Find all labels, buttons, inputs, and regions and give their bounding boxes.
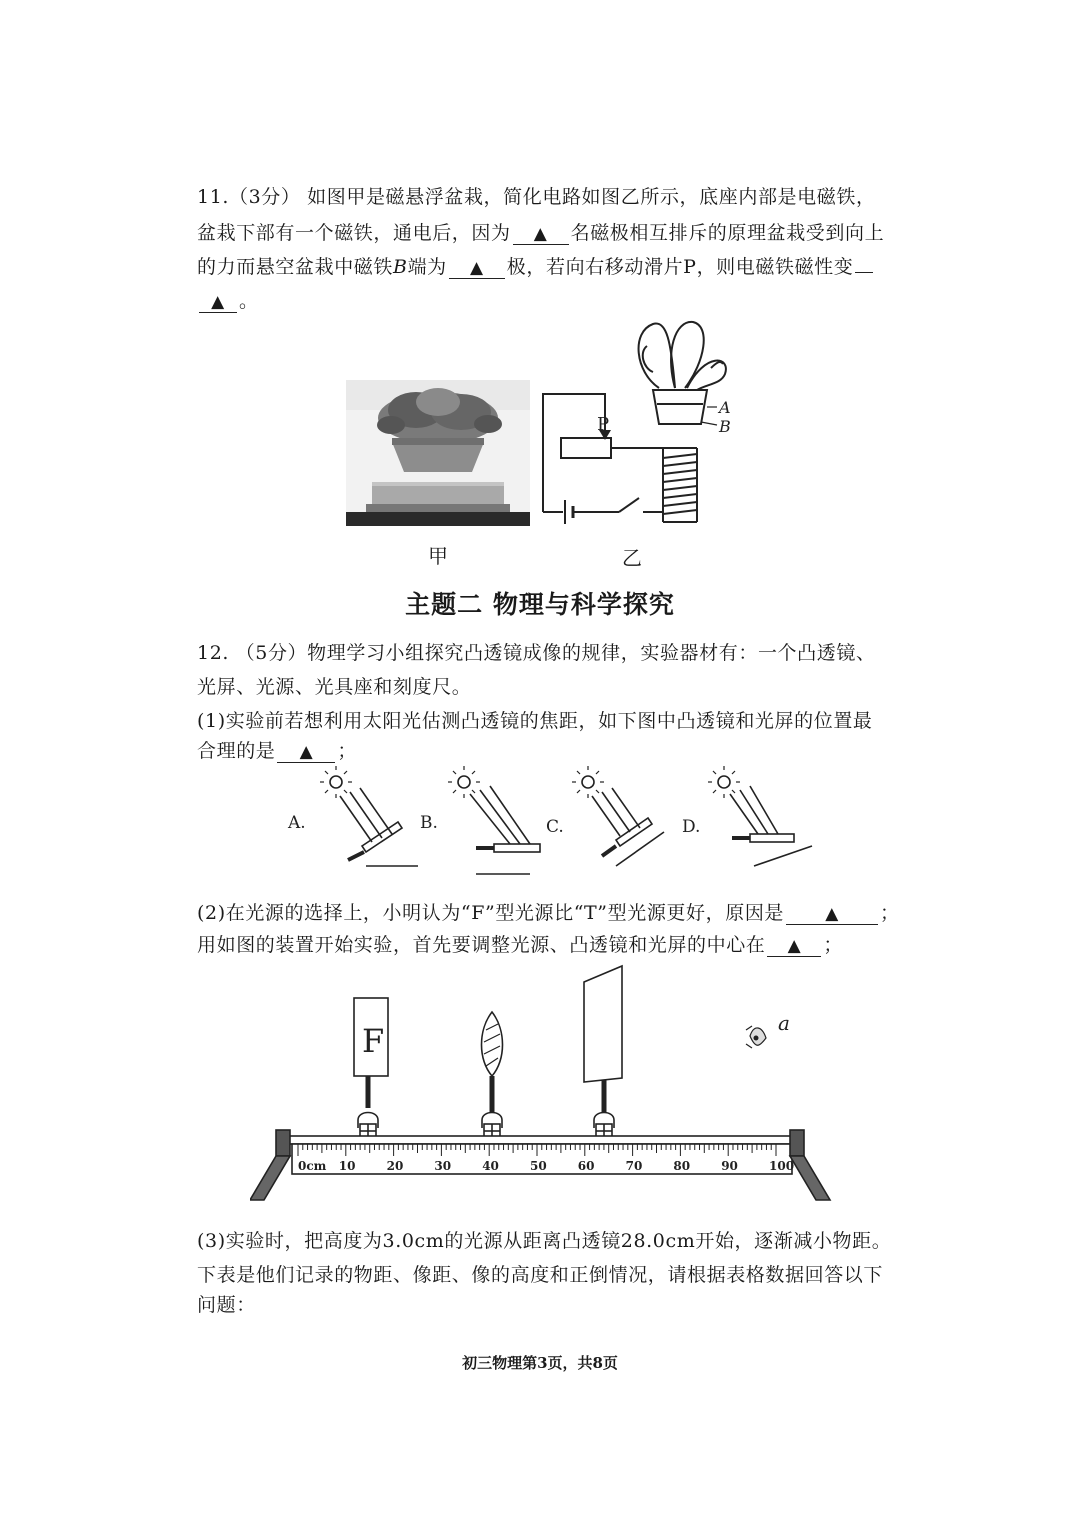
q12-line-2: 光屏、光源、光具座和刻度尺。	[197, 676, 472, 698]
ruler-label: 10	[338, 1159, 356, 1173]
q12-text: ；	[823, 934, 844, 956]
option-a-figure	[320, 766, 418, 866]
option-c-label: C.	[546, 817, 564, 837]
q11-text: 极，若向右移动滑片P，则电磁铁磁性变	[506, 256, 854, 278]
magnet-end-b-label: B	[719, 417, 731, 436]
ruler-label: 40	[482, 1159, 499, 1173]
q12-part1-line-2	[197, 736, 357, 763]
q11-line-4	[197, 286, 259, 313]
q11-line-3	[197, 252, 875, 279]
option-d-label: D.	[682, 817, 701, 837]
ruler-label: 60	[577, 1159, 595, 1173]
q11-text: 。	[239, 290, 259, 312]
ruler-label: 20	[386, 1159, 404, 1173]
answer-blank	[277, 741, 335, 763]
blank-triangle-icon: ▲	[533, 224, 548, 244]
answer-blank	[199, 291, 237, 313]
figure-caption-jia: 甲	[428, 544, 448, 568]
q11-line-2	[197, 218, 884, 245]
section-heading: 主题二 物理与科学探究	[405, 590, 675, 619]
ruler-label: 80	[673, 1159, 691, 1173]
q12-text: 用如图的装置开始实验，首先要调整光源、凸透镜和光屏的中心在	[197, 934, 766, 956]
blank-triangle-icon: ▲	[787, 936, 802, 956]
ruler-label: 30	[434, 1159, 452, 1173]
q12-part1-line-1: (1)实验前若想利用太阳光估测凸透镜的焦距，如下图中凸透镜和光屏的位置最	[197, 710, 873, 732]
answer-blank	[767, 935, 821, 957]
blank-triangle-icon: ▲	[825, 904, 839, 924]
q12-part3-line-2: 下表是他们记录的物距、像距、像的高度和正倒情况，请根据表格数据回答以下	[197, 1264, 884, 1286]
q12-line-1: 12. （5分）物理学习小组探究凸透镜成像的规律，实验器材有：一个凸透镜、	[197, 642, 876, 664]
eye-position-label: a	[778, 1011, 790, 1035]
source-letter-label: F	[362, 1022, 385, 1060]
option-b-label: B.	[420, 813, 438, 833]
answer-blank	[786, 903, 878, 925]
q11-text: 盆栽下部有一个磁铁，通电后，因为	[197, 222, 511, 244]
q11-text: 端为	[407, 256, 447, 278]
optical-bench-diagram	[250, 960, 840, 1208]
q12-part3-line-3: 问题：	[197, 1294, 256, 1316]
q11-text: 的力而悬空盆栽中磁铁	[197, 256, 394, 278]
blank-triangle-icon: ▲	[299, 742, 314, 762]
ruler-label: 100	[769, 1159, 795, 1173]
q12-text: ；	[337, 740, 358, 762]
q11-pole-label: B	[393, 256, 408, 278]
q11-line-1: 11.（3分） 如图甲是磁悬浮盆栽，简化电路如图乙所示，底座内部是电磁铁，	[197, 186, 876, 208]
answer-blank-start	[855, 272, 873, 273]
blank-triangle-icon: ▲	[469, 258, 484, 278]
ruler-label: 0cm	[298, 1159, 327, 1173]
answer-blank	[449, 257, 505, 279]
q12-text: 合理的是	[197, 740, 276, 762]
maglev-planter-photo	[346, 380, 530, 526]
blank-triangle-icon: ▲	[211, 292, 225, 312]
q12-text: ；	[880, 902, 900, 924]
page-footer: 初三物理第3页，共8页	[462, 1354, 618, 1372]
rheostat-slider-label: P	[597, 414, 610, 435]
magnet-end-a-label: A	[719, 398, 731, 417]
q11-text: 名磁极相互排斥的原理盆栽受到向上	[570, 222, 885, 244]
ruler-label: 70	[625, 1159, 643, 1173]
q12-part2-line-2	[197, 930, 843, 957]
q12-part2-line-1	[197, 898, 900, 925]
circuit-diagram	[535, 312, 745, 527]
option-b-figure	[448, 766, 540, 874]
ruler-label: 90	[721, 1159, 738, 1173]
option-a-label: A.	[288, 813, 306, 833]
q12-text: (2)在光源的选择上，小明认为“F”型光源比“T”型光源更好，原因是	[197, 902, 785, 924]
option-c-figure	[572, 766, 664, 866]
answer-blank	[513, 223, 569, 245]
ruler-label: 50	[530, 1159, 547, 1173]
q12-part3-line-1: (3)实验时，把高度为3.0cm的光源从距离凸透镜28.0cm开始，逐渐减小物距。	[197, 1230, 892, 1252]
figure-caption-yi: 乙	[622, 546, 642, 570]
options-diagram	[280, 766, 820, 878]
option-d-figure	[708, 766, 812, 866]
